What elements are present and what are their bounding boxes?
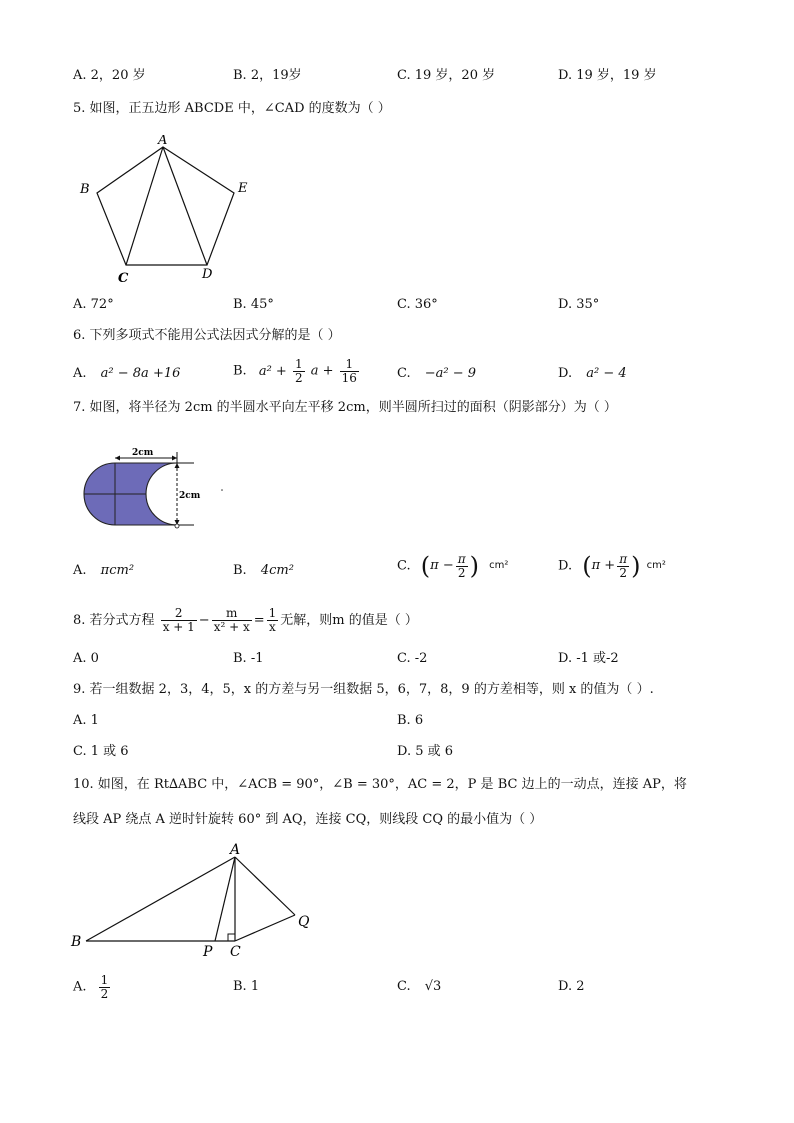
q6-option-d-label: D. (558, 366, 573, 381)
segment-cq (235, 915, 295, 941)
q9-option-d[interactable]: D. 5 或 6 (397, 744, 454, 759)
q4-option-c[interactable]: C. 19 岁，20 岁 (397, 68, 496, 83)
q10-option-c-label: C. (397, 979, 411, 994)
q8-option-c[interactable]: C. -2 (397, 651, 428, 666)
frac-den: 16 (341, 370, 357, 385)
q10-option-b[interactable]: B. 1 (233, 979, 260, 994)
q6-option-a[interactable] (73, 364, 180, 384)
q7-options (0, 553, 794, 591)
q9-option-a[interactable]: A. 1 (73, 713, 99, 728)
frac-den: x + 1 (162, 620, 195, 634)
label-a: A (230, 842, 241, 858)
q8-option-a[interactable]: A. 0 (73, 651, 99, 666)
paren-left: ( (582, 552, 592, 581)
paren-right: ) (631, 552, 641, 581)
label-e: E (238, 181, 248, 196)
frac-den: x (269, 620, 276, 634)
q6-option-d-expr: a² − 4 (586, 366, 627, 381)
q5-option-a[interactable]: A. 72° (73, 297, 114, 312)
q7-option-c-label: C. (397, 558, 411, 574)
q8-frac3 (267, 607, 279, 633)
label-q: Q (298, 914, 310, 930)
q8-prefix: 8. 若分式方程 (73, 613, 155, 628)
q8-option-b[interactable]: B. -1 (233, 651, 264, 666)
arrowhead-right (172, 456, 177, 461)
q7-option-c-frac (456, 553, 468, 579)
frac-num: 1 (340, 358, 359, 372)
q10-option-a-frac (99, 974, 111, 1000)
label-c: C (230, 944, 241, 960)
q6-option-b-frac2 (340, 358, 359, 384)
label-a: A (158, 135, 168, 148)
label-b: B (71, 934, 82, 950)
q7-option-a-expr: πcm² (100, 563, 135, 578)
right-angle-mark (228, 934, 235, 941)
q10-option-c[interactable] (397, 977, 441, 997)
q4-option-b[interactable]: B. 2，19岁 (233, 68, 302, 83)
q9-options-row2 (0, 742, 794, 766)
frac-den: 2 (457, 565, 466, 580)
q6-option-c[interactable] (397, 364, 476, 384)
segment-ap (215, 857, 235, 941)
q7-option-d-unit: cm² (646, 560, 666, 572)
q10-option-a-label: A. (73, 979, 87, 995)
frac-den: x² + x (213, 620, 250, 634)
frac-num: π (457, 552, 466, 566)
q7-stem: 7. 如图，将半径为 2cm 的半圆水平向左平移 2cm，则半圆所扫过的面积（阴影部分）为（ ） (73, 400, 617, 415)
q7-option-d-frac (617, 553, 629, 579)
q8-options (0, 649, 794, 673)
q6-option-b-pre: a² + (258, 363, 287, 379)
frac-num: π (619, 552, 628, 566)
q5-option-c[interactable]: C. 36° (397, 297, 438, 312)
q10-stem-line2: 线段 AP 绕点 A 逆时针旋转 60° 到 AQ，连接 CQ，则线段 CQ 的最小值为（ ） (73, 812, 543, 827)
q6-option-c-expr: −a² − 9 (424, 366, 477, 381)
q9-option-b[interactable]: B. 6 (397, 713, 424, 728)
q4-option-d[interactable]: D. 19 岁，19 岁 (558, 68, 657, 83)
stray-dot (221, 489, 223, 491)
q10-options (0, 972, 794, 1004)
pentagon-abcde (97, 147, 234, 265)
q6-option-b-label: B. (233, 363, 247, 379)
q8-frac2 (212, 607, 252, 633)
q8-equals: = (253, 613, 265, 628)
q9-option-c[interactable]: C. 1 或 6 (73, 744, 129, 759)
q6-option-b-mid: a + (310, 363, 334, 379)
paren-left: ( (420, 552, 431, 581)
q9-options-row1 (0, 711, 794, 735)
segment-ac (126, 147, 163, 265)
q6-option-a-label: A. (73, 366, 87, 381)
q6-option-c-label: C. (397, 366, 411, 381)
label-c: C (118, 271, 129, 285)
q5-option-d[interactable]: D. 35° (558, 297, 600, 312)
semicircle-figure (70, 440, 240, 540)
q7-option-b-label: B. (233, 563, 247, 578)
q7-option-d-label: D. (558, 558, 573, 574)
q7-option-d-pre: π + (591, 558, 616, 574)
q8-suffix: 无解，则m 的值是（ ） (280, 613, 418, 628)
q10-option-c-expr: √3 (424, 979, 442, 994)
q7-option-b[interactable] (233, 561, 294, 581)
q6-option-b-frac1 (293, 358, 305, 384)
frac-den: 2 (294, 370, 303, 385)
q8-minus: − (198, 613, 210, 628)
pentagon-figure (70, 135, 270, 285)
dim-endpoint (175, 524, 179, 528)
q8-stem (73, 604, 418, 638)
q5-stem: 5. 如图，正五边形 ABCDE 中，∠CAD 的度数为（ ） (73, 101, 391, 116)
arrowhead-left (115, 456, 120, 461)
label-b: B (80, 182, 90, 197)
q10-option-a[interactable] (73, 974, 112, 1000)
q7-option-a-label: A. (73, 563, 87, 578)
q4-option-a[interactable]: A. 2，20 岁 (73, 68, 146, 83)
q6-option-a-expr: a² − 8a +16 (100, 366, 181, 381)
triangle-figure (65, 840, 335, 965)
frac-num: 1 (294, 357, 303, 371)
frac-num: 2 (161, 607, 197, 621)
q6-option-d[interactable] (558, 364, 627, 384)
q7-option-c[interactable] (397, 553, 508, 579)
dim-label-vertical: 2cm (179, 491, 201, 501)
q4-options (0, 66, 794, 90)
frac-num: 1 (100, 973, 109, 987)
q7-option-d[interactable] (558, 553, 666, 579)
dim-label-horizontal: 2cm (132, 448, 154, 458)
q9-stem: 9. 若一组数据 2，3，4，5，x 的方差与另一组数据 5，6，7，8，9 的方差相等，则 x 的值为（ ）. (73, 682, 654, 697)
label-p: P (203, 944, 213, 960)
q7-option-b-expr: 4cm² (260, 563, 294, 578)
q7-option-c-pre: π − (430, 558, 454, 574)
paren-right: ) (469, 552, 479, 581)
q8-frac1 (161, 607, 197, 633)
arrowhead-top (175, 463, 180, 468)
segment-aq (235, 857, 295, 915)
q6-options (0, 358, 794, 394)
label-d: D (202, 267, 213, 282)
q7-option-a[interactable] (73, 561, 134, 581)
q6-stem: 6. 下列多项式不能用公式法因式分解的是（ ） (73, 328, 341, 343)
segment-ad (163, 147, 207, 265)
q8-option-d[interactable]: D. -1 或-2 (558, 651, 619, 666)
segment-ab (86, 857, 235, 941)
frac-den: 2 (100, 986, 109, 1001)
q10-stem-line1: 10. 如图，在 Rt∆ABC 中，∠ACB = 90°，∠B = 30°，AC = 2，P 是 BC 边上的一动点，连接 AP，将 (73, 777, 687, 792)
q7-option-c-unit: cm² (489, 560, 509, 572)
q5-option-b[interactable]: B. 45° (233, 297, 274, 312)
frac-num: m (212, 607, 252, 621)
frac-num: 1 (268, 606, 277, 621)
q6-option-b[interactable] (233, 358, 361, 384)
frac-den: 2 (619, 565, 627, 580)
q10-option-d[interactable]: D. 2 (558, 979, 585, 994)
q5-options (0, 295, 794, 319)
